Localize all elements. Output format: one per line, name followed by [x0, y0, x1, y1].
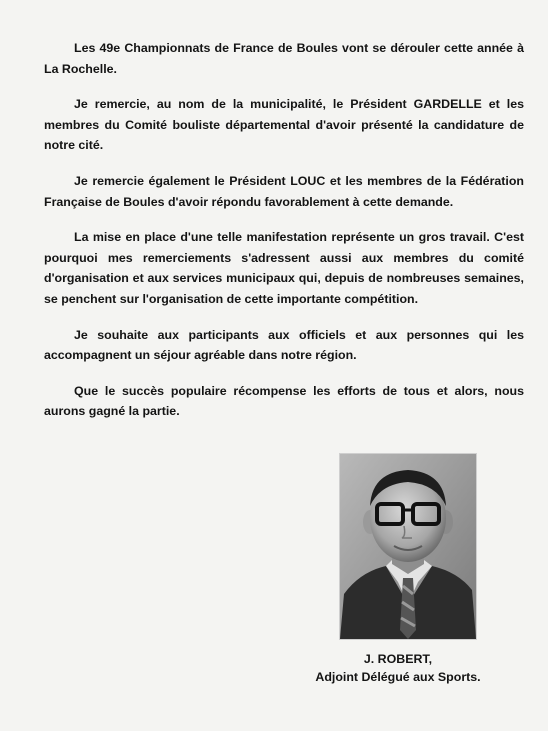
signature-block [290, 650, 506, 686]
portrait-illustration [340, 454, 476, 639]
signatory-name: J. ROBERT, [363, 652, 433, 666]
signatory-title: Adjoint Délégué aux Sports. [315, 670, 481, 684]
letter-body [44, 38, 524, 437]
portrait-photo [339, 453, 477, 640]
paragraph-3: Je remercie également le Président LOUC et les membres de la Fédération Française de Boules d'avoir répondu favorablement à cette demande. [44, 173, 524, 209]
paragraph-5: Je souhaite aux participants aux officiels et aux personnes qui les accompagnent un séjour agréable dans notre région. [44, 327, 524, 363]
paragraph-1: Les 49e Championnats de France de Boules vont se dérouler cette année à La Rochelle. [44, 41, 524, 76]
paragraph-2: Je remercie, au nom de la municipalité, le Président GARDELLE et les membres du Comité bouliste départemental d'avoir présenté la candidature de notre cité. [44, 97, 524, 153]
paragraph-6: Que le succès populaire récompense les efforts de tous et alors, nous aurons gagné la partie. [44, 383, 524, 419]
paragraph-4: La mise en place d'une telle manifestation représente un gros travail. C'est pourquoi mes remerciements s'adressent aussi aux membres du comité d'organisation et aux services municipaux qui, depuis de nombreuses semaines, se penchent sur l'organisation de cette importante compétition. [44, 230, 524, 306]
